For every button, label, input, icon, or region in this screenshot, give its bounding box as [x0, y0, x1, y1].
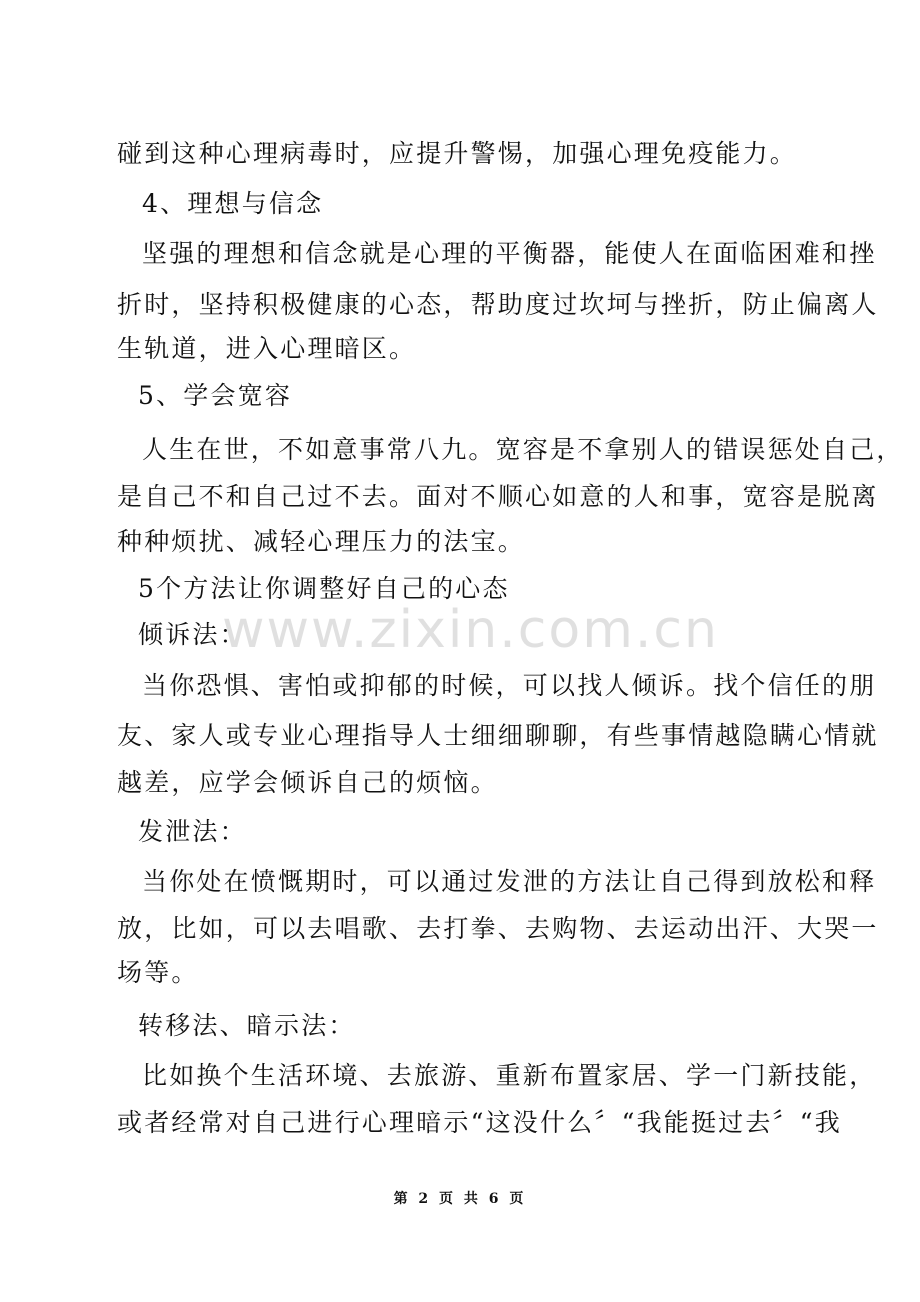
page-footer: 第 2 页 共 6 页	[393, 1191, 527, 1207]
body-text-line: 坚强的理想和信念就是心理的平衡器，能使人在面临困难和挫	[142, 239, 877, 268]
body-text-line: 是自己不和自己过不去。面对不顺心如意的人和事，宽容是脱离	[117, 482, 879, 511]
subsection-heading: 倾诉法：	[138, 620, 247, 649]
section-heading: 5个方法让你调整好自己的心态	[138, 574, 510, 603]
watermark: www.zixin.com.cn	[222, 600, 719, 660]
subsection-heading: 发泄法：	[138, 817, 247, 846]
body-text-line: 放，比如，可以去唱歌、去打拳、去购物、去运动出汗、大哭一	[117, 914, 879, 943]
body-text-line: 折时，坚持积极健康的心态，帮助度过坎坷与挫折，防止偏离人	[117, 290, 879, 319]
body-text-line: 生轨道，进入心理暗区。	[117, 334, 417, 363]
body-text-line: 种种烦扰、减轻心理压力的法宝。	[117, 527, 526, 556]
section-heading: 5、学会宽容	[138, 381, 293, 410]
section-heading: 4、理想与信念	[142, 189, 324, 218]
body-text-line: 人生在世，不如意事常八九。宽容是不拿别人的错误惩处自己，	[142, 435, 904, 464]
body-text-line: 当你恐惧、害怕或抑郁的时候，可以找人倾诉。找个信任的朋	[142, 671, 877, 700]
body-text-line: 场等。	[117, 958, 199, 987]
body-text-line: 当你处在愤慨期时，可以通过发泄的方法让自己得到放松和释	[142, 867, 877, 896]
subsection-heading: 转移法、暗示法：	[138, 1011, 356, 1040]
body-text-line: 或者经常对自己进行心理暗示“这没什么〞“我能挺过去〞“我	[117, 1108, 842, 1137]
body-text-line: 越差，应学会倾诉自己的烦恼。	[117, 768, 498, 797]
body-text-line: 碰到这种心理病毒时，应提升警惕，加强心理免疫能力。	[117, 139, 798, 168]
body-text-line: 比如换个生活环境、去旅游、重新布置家居、学一门新技能，	[142, 1061, 877, 1090]
body-text-line: 友、家人或专业心理指导人士细细聊聊，有些事情越隐瞒心情就	[117, 721, 879, 750]
